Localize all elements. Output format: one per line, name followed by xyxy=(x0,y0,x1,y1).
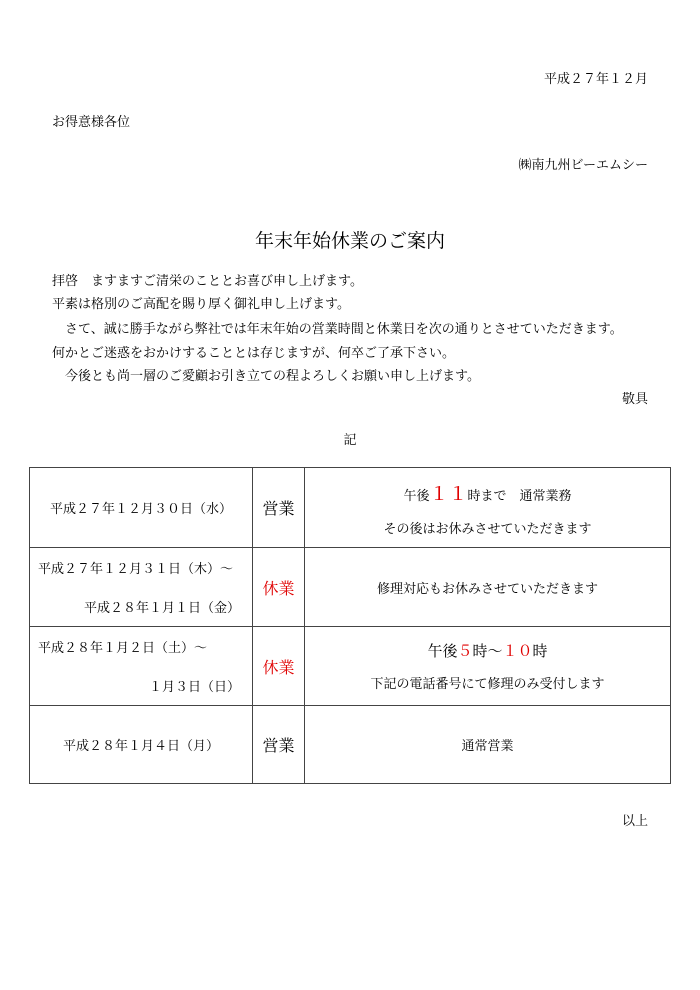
request-line: 今後とも尚一層のご愛顧お引き立ての程よろしくお願い申し上げます。 xyxy=(52,369,480,384)
date-from: 平成２８年１月２日（土）～ xyxy=(38,641,208,656)
schedule-date: 平成２７年１２月３０日（水） xyxy=(30,468,253,548)
table-row xyxy=(30,706,671,784)
schedule-type: 休業 xyxy=(253,627,305,706)
apology-line: 何かとご迷惑をおかけすることとは存じますが、何卒ご了承下さい。 xyxy=(52,346,456,361)
schedule-type: 営業 xyxy=(253,706,305,784)
date-to: １月３日（日） xyxy=(148,680,240,695)
thanks-line: 平素は格別のご高配を賜り厚く御礼申し上げます。 xyxy=(52,297,350,312)
document-title: 年末年始休業のご案内 xyxy=(254,230,445,252)
note-line-1: 午後１１時まで 通常業務 xyxy=(403,482,572,505)
schedule-table xyxy=(29,467,671,784)
notice-line: さて、誠に勝手ながら弊社では年末年始の営業時間と休業日を次の通りとさせていただきます。 xyxy=(52,322,623,337)
schedule-type: 休業 xyxy=(253,548,305,627)
note-line-1: 午後５時～１０時 xyxy=(427,642,548,660)
company-name: ㈱南九州ビーエムシー xyxy=(518,158,648,173)
schedule-note: 通常営業 xyxy=(305,706,671,784)
greeting-line: 拝啓 ますますご清栄のこととお喜び申し上げます。 xyxy=(52,274,363,289)
table-row xyxy=(30,468,671,548)
table-row xyxy=(30,627,671,706)
note-line-2: 下記の電話番号にて修理のみ受付します xyxy=(370,677,605,692)
hour-highlight: １０ xyxy=(502,642,533,660)
addressee: お得意様各位 xyxy=(52,115,131,130)
ki-heading: 記 xyxy=(343,433,357,448)
schedule-date xyxy=(30,548,253,627)
note-line-2: その後はお休みさせていただきます xyxy=(383,521,592,537)
schedule-note xyxy=(305,627,671,706)
schedule-note: 修理対応もお休みさせていただきます xyxy=(305,548,671,627)
date-to: 平成２８年１月１日（金） xyxy=(83,601,240,616)
schedule-date: 平成２８年１月４日（月） xyxy=(30,706,253,784)
hour-highlight: ５ xyxy=(457,642,473,660)
closing-ijou: 以上 xyxy=(621,814,648,829)
document-date: 平成２７年１２月 xyxy=(543,72,648,87)
schedule-note xyxy=(305,468,671,548)
table-row xyxy=(30,548,671,627)
schedule-date xyxy=(30,627,253,706)
keigu: 敬具 xyxy=(621,392,648,407)
date-from: 平成２７年１２月３１日（木）～ xyxy=(38,562,234,577)
hour-highlight: １１ xyxy=(429,482,468,505)
schedule-type: 営業 xyxy=(253,468,305,548)
